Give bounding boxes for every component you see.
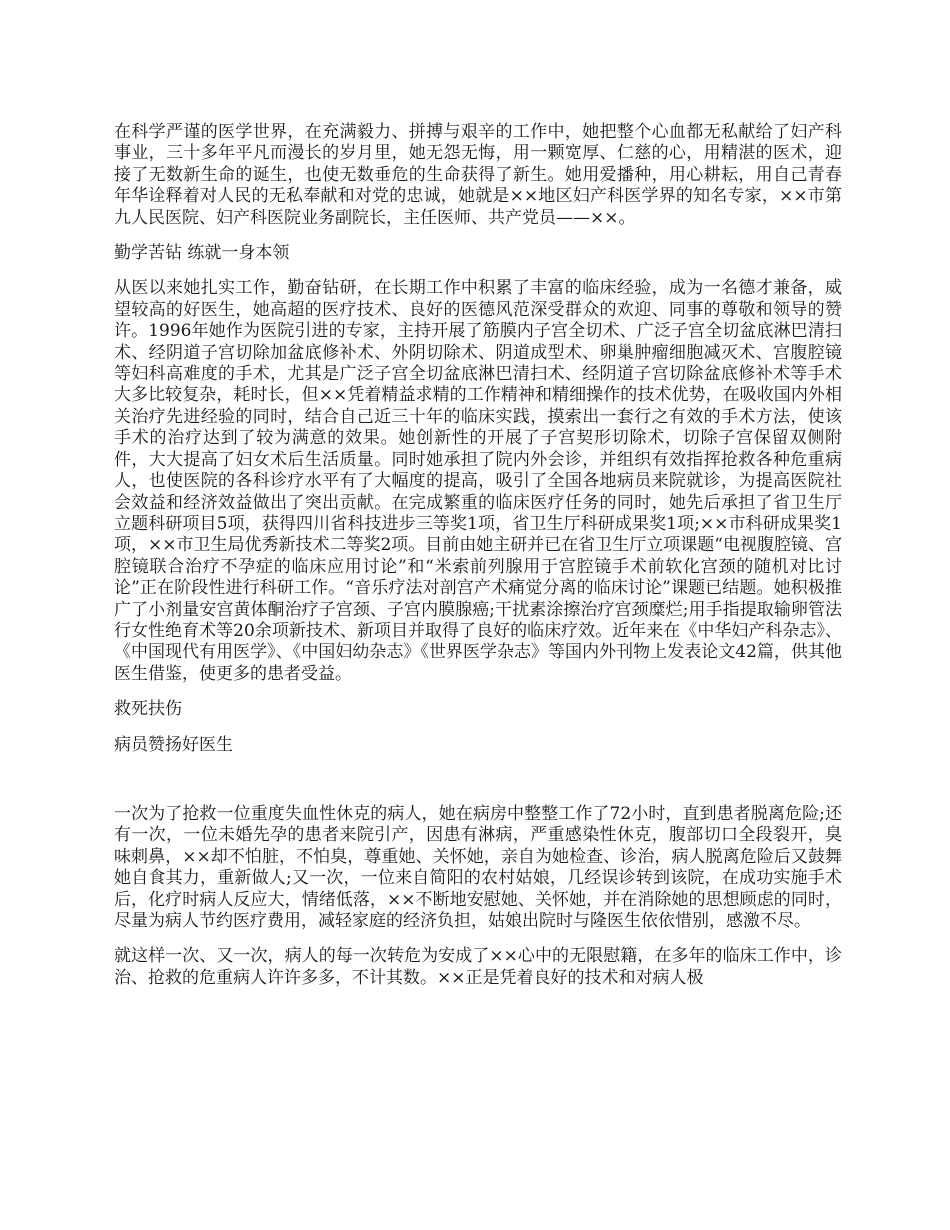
section-subheading-praise: 病员赞扬好医生 — [114, 734, 233, 755]
intro-paragraph: 在科学严谨的医学世界，在充满毅力、拼搏与艰辛的工作中，她把整个心血都无私献给了妇产科事业，三十多年平凡而漫长的岁月里，她无怨无悔，用一颗宽厚、仁慈的心，用精湛的医术，迎接了无数新生命的诞生，也使无数垂危的生命获得了新生。她用爱播种，用心耕耘，用自己青春年华诠释着对人民的无私奉献和对党的忠诚，她就是××地区妇产科医学界的知名专家，××市第九人民医院、妇产科医院业务副院长，主任医师、共产党员——××。 — [114, 122, 842, 228]
section-heading-rescue: 救死扶伤 — [114, 699, 182, 720]
blank-spacer — [114, 770, 842, 804]
rescue-story-paragraph: 一次为了抢救一位重度失血性休克的病人，她在病房中整整工作了72小时，直到患者脱离危险;还有一次，一位未婚先孕的患者来院引产，因患有淋病，严重感染性休克，腹部切口全段裂开，臭味刺鼻，××却不怕脏，不怕臭，尊重她、关怀她，亲自为她检查、诊治，病人脱离危险后又鼓舞她自食其力，重新做人;又一次，一位来自简阳的农村姑娘，几经误诊转到该院，在成功实施手术后，化疗时病人反应大，情绪低落，××不断地安慰她、关怀她，并在消除她的思想顾虑的同时，尽量为病人节约医疗费用，减轻家庭的经济负担，姑娘出院时与隆医生依依惜别，感激不尽。 — [114, 803, 842, 931]
closing-paragraph: 就这样一次、又一次，病人的每一次转危为安成了××心中的无限慰籍，在多年的临床工作中，诊治、抢救的危重病人许许多多，不计其数。××正是凭着良好的技术和对病人极 — [114, 946, 842, 988]
career-paragraph: 从医以来她扎实工作，勤奋钻研，在长期工作中积累了丰富的临床经验，成为一名德才兼备，威望较高的好医生，她高超的医疗技术、良好的医德风范深受群众的欢迎、同事的尊敬和领导的赞许。1996年她作为医院引进的专家，主持开展了筋膜内子宫全切术、广泛子宫全切盆底淋巴清扫术、经阴道子宫切除加盆底修补术、外阴切除术、阴道成型术、卵巢肿瘤细胞减灭术、宫腹腔镜等妇科高难度的手术，尤其是广泛子宫全切盆底淋巴清扫术、经阴道子宫切除盆底修补术等手术大多比较复杂，耗时长，但××凭着精益求精的工作精神和精细操作的技术优势，在吸收国内外相关治疗先进经验的同时，结合自己近三十年的临床实践，摸索出一套行之有效的手术方法，使该手术的治疗达到了较为满意的效果。她创新性的开展了子宫契形切除术，切除子宫保留双侧附件，大大提高了妇女术后生活质量。同时她承担了院内外会诊，并组织有效指挥抢救各种危重病人，也使医院的各科诊疗水平有了大幅度的提高，吸引了全国各地病员来院就诊，为提高医院社会效益和经济效益做出了突出贡献。在完成繁重的临床医疗任务的同时，她先后承担了省卫生厅立题科研项目5项，获得四川省科技进步三等奖1项，省卫生厅科研成果奖1项;××市科研成果奖1项，××市卫生局优秀新技术二等奖2项。目前由她主研并已在省卫生厅立项课题“电视腹腔镜、宫腔镜联合治疗不孕症的临床应用讨论”和“米索前列腺用于宫腔镜手术前软化宫颈的随机对比讨论”正在阶段性进行科研工作。“音乐疗法对剖宫产术痛觉分离的临床讨论”课题已结题。她积极推广了小剂量安宫黄体酮治疗子宫颈、子宫内膜腺癌;干扰素涂擦治疗宫颈糜烂;用手指提取输卵管法行女性绝育术等20余项新技术、新项目并取得了良好的临床疗效。近年来在《中华妇产科杂志》、《中国现代有用医学》、《中国妇幼杂志》《世界医学杂志》等国内外刊物上发表论文42篇，供其他医生借鉴，使更多的患者受益。 — [114, 278, 843, 684]
document-body — [114, 122, 842, 1003]
section-heading-study: 勤学苦钻 练就一身本领 — [114, 243, 290, 264]
